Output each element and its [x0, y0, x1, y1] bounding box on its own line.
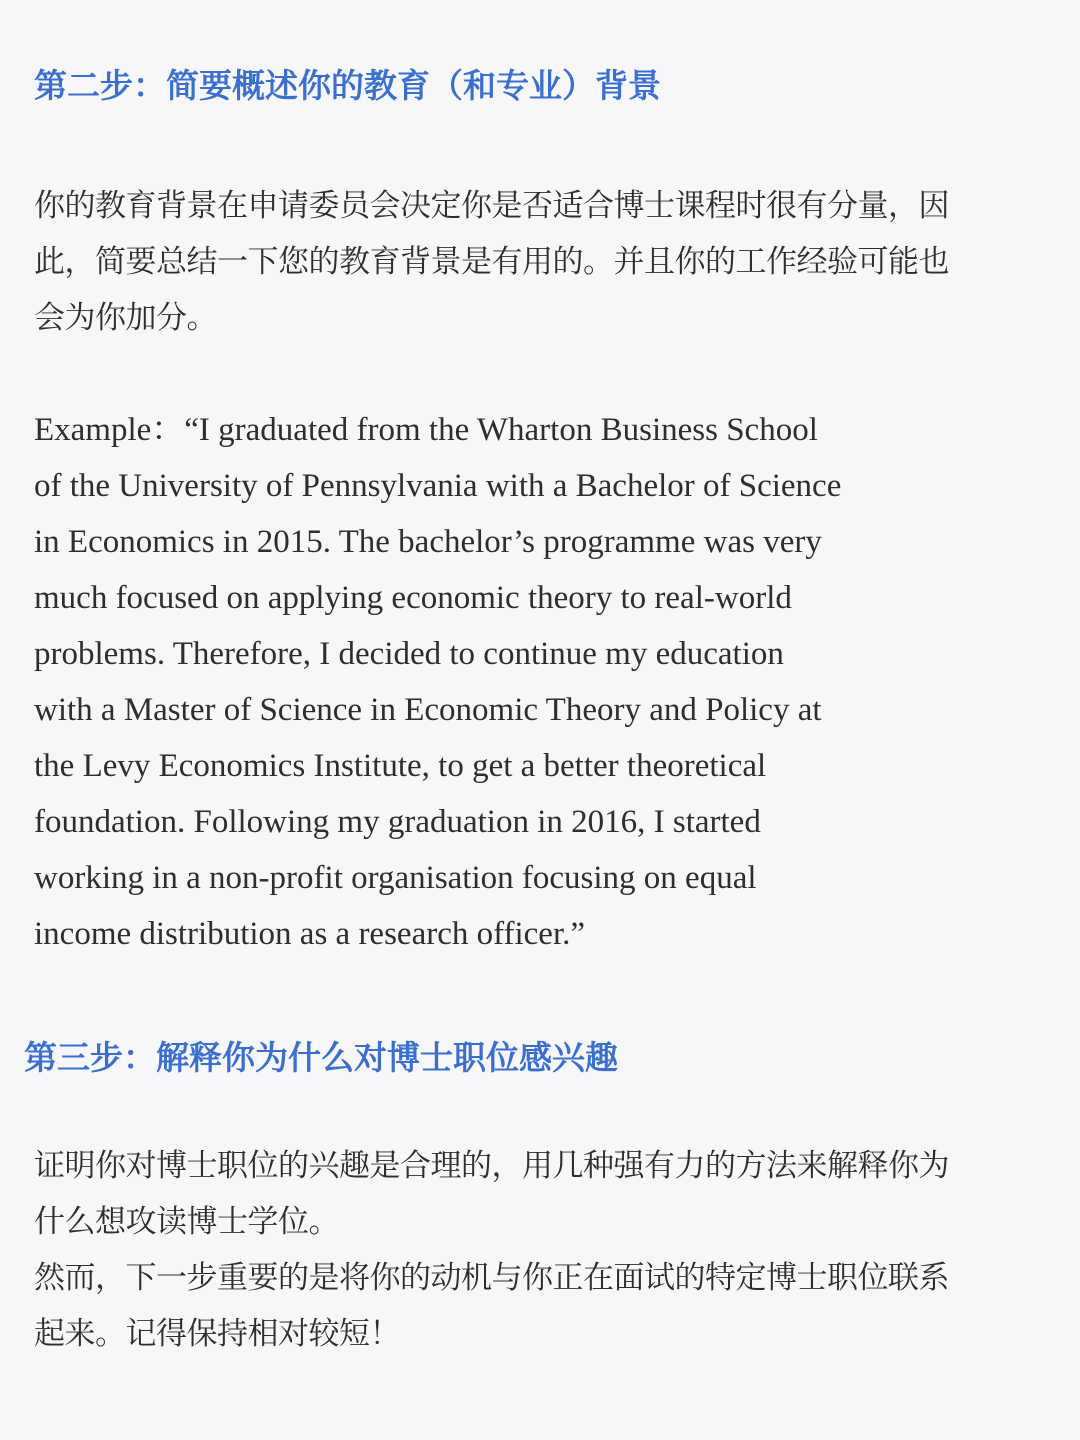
- paragraph-line: 会为你加分。: [34, 300, 217, 336]
- paragraph-line: 此，简要总结一下您的教育背景是有用的。并且你的工作经验可能也: [34, 244, 949, 280]
- example-line: problems. Therefore, I decided to continue my education: [34, 636, 784, 672]
- phd-interest-paragraph: [34, 1138, 1014, 1362]
- step-2-heading: 第二步：简要概述你的教育（和专业）背景: [34, 66, 661, 105]
- example-line: the Levy Economics Institute, to get a better theoretical: [34, 748, 767, 784]
- paragraph-line: 起来。记得保持相对较短！: [34, 1316, 400, 1352]
- example-paragraph: [34, 402, 1014, 962]
- example-line: of the University of Pennsylvania with a Bachelor of Science: [34, 468, 842, 504]
- paragraph-line: 你的教育背景在申请委员会决定你是否适合博士课程时很有分量，因: [34, 188, 949, 224]
- example-line: Example：“I graduated from the Wharton Business School: [34, 412, 818, 448]
- paragraph-line: 证明你对博士职位的兴趣是合理的，用几种强有力的方法来解释你为: [34, 1148, 949, 1184]
- example-line: foundation. Following my graduation in 2016, I started: [34, 804, 761, 840]
- education-background-paragraph: [34, 178, 1014, 346]
- example-line: income distribution as a research officer.”: [34, 916, 586, 952]
- example-line: in Economics in 2015. The bachelor’s programme was very: [34, 524, 822, 560]
- paragraph-line: 什么想攻读博士学位。: [34, 1204, 339, 1240]
- paragraph-line: 然而，下一步重要的是将你的动机与你正在面试的特定博士职位联系: [34, 1260, 949, 1296]
- example-line: working in a non-profit organisation focusing on equal: [34, 860, 757, 896]
- example-line: much focused on applying economic theory to real-world: [34, 580, 792, 616]
- step-3-heading: 第三步：解释你为什么对博士职位感兴趣: [24, 1038, 618, 1077]
- example-line: with a Master of Science in Economic Theory and Policy at: [34, 692, 822, 728]
